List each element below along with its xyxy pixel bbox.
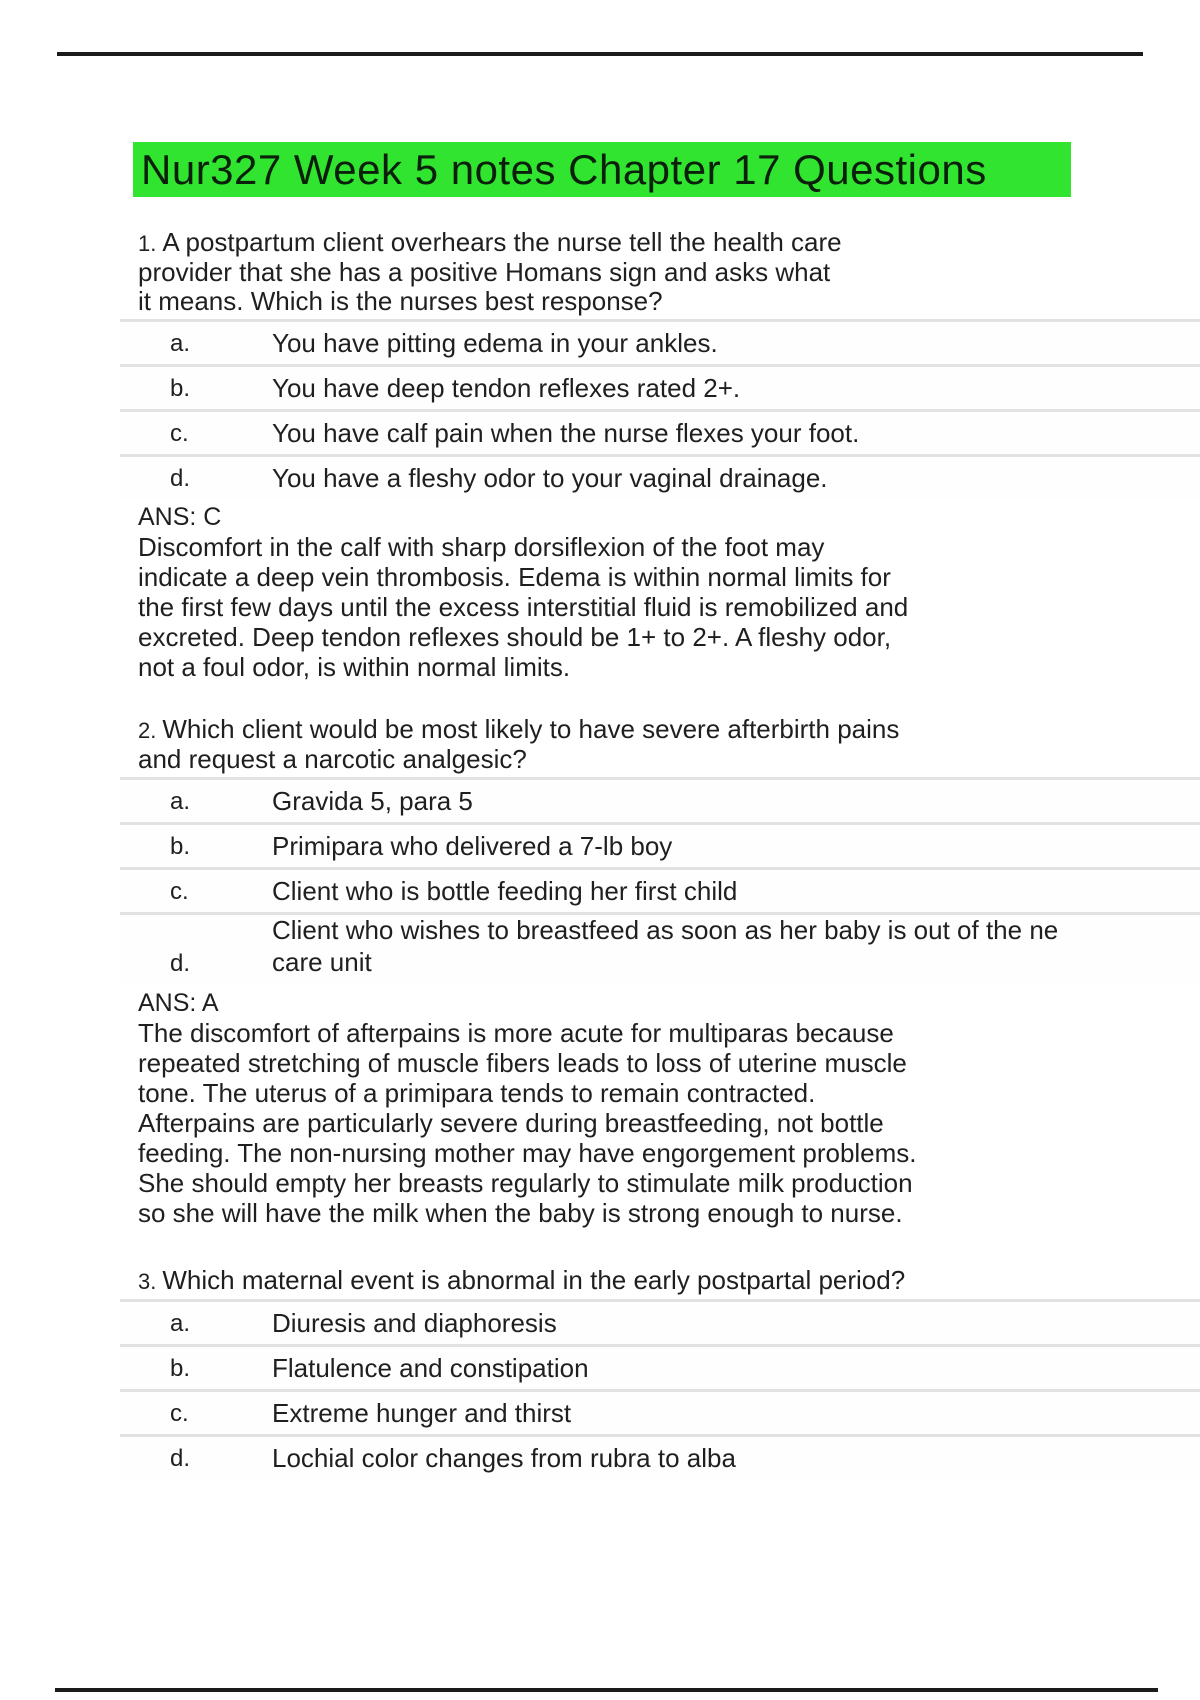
rationale-line: feeding. The non-nursing mother may have engorgement problems. [138, 1138, 917, 1168]
option-letter: b. [170, 832, 191, 860]
question-line: Which maternal event is abnormal in the early postpartal period? [162, 1265, 906, 1295]
question-line: A postpartum client overhears the nurse tell the health care [162, 227, 842, 257]
rationale-line: She should empty her breasts regularly to stimulate milk production [138, 1168, 913, 1198]
rationale-line: excreted. Deep tendon reflexes should be 1+ to 2+. A fleshy odor, [138, 622, 892, 652]
option-letter: b. [170, 374, 191, 402]
question-text [120, 228, 1200, 316]
option-text: Diuresis and diaphoresis [272, 1308, 557, 1338]
rationale-text [120, 532, 1200, 682]
option-text: Lochial color changes from rubra to alba [272, 1443, 736, 1473]
rationale-line: indicate a deep vein thrombosis. Edema is within normal limits for [138, 562, 891, 592]
option-letter: b. [170, 1354, 191, 1382]
option-letter: a. [170, 1309, 191, 1337]
option-row-d [120, 454, 1200, 499]
question-number: 2. [138, 718, 157, 743]
option-text-line: care unit [272, 947, 372, 977]
question-number: 3. [138, 1269, 157, 1294]
option-text: Flatulence and constipation [272, 1353, 589, 1383]
option-letter: c. [170, 1399, 189, 1427]
question-line: Which client would be most likely to have severe afterbirth pains [162, 714, 900, 744]
rationale-text [120, 1018, 1200, 1228]
option-text: You have deep tendon reflexes rated 2+. [272, 373, 741, 403]
option-letter: d. [170, 464, 191, 492]
option-row-a [120, 777, 1200, 822]
rationale-line: not a foul odor, is within normal limits. [138, 652, 571, 682]
option-letter: d. [170, 950, 191, 977]
option-row-d [120, 912, 1200, 985]
option-letter: c. [170, 877, 189, 905]
option-text [272, 914, 1058, 978]
question-text [120, 715, 1200, 774]
rationale-line: tone. The uterus of a primipara tends to remain contracted. [138, 1078, 816, 1108]
option-row-a [120, 1299, 1200, 1344]
option-letter: d. [170, 1444, 191, 1472]
question-2 [120, 715, 1200, 1228]
page-title: Nur327 Week 5 notes Chapter 17 Questions [133, 142, 1071, 197]
rationale-line: The discomfort of afterpains is more acute for multiparas because [138, 1018, 894, 1048]
option-row-b [120, 1344, 1200, 1389]
option-row-c [120, 409, 1200, 454]
option-text: You have pitting edema in your ankles. [272, 328, 718, 358]
option-text: You have calf pain when the nurse flexes your foot. [272, 418, 860, 448]
question-3 [120, 1266, 1200, 1479]
question-text [120, 1266, 1200, 1296]
question-number: 1. [138, 231, 157, 256]
bottom-rule [55, 1688, 1158, 1692]
option-row-b [120, 822, 1200, 867]
question-line: it means. Which is the nurses best response? [138, 286, 663, 316]
option-row-a [120, 319, 1200, 364]
option-letter: a. [170, 787, 191, 815]
option-text: You have a fleshy odor to your vaginal drainage. [272, 463, 828, 493]
option-text: Gravida 5, para 5 [272, 786, 473, 816]
question-1 [120, 228, 1200, 682]
option-row-c [120, 1389, 1200, 1434]
question-line: and request a narcotic analgesic? [138, 744, 527, 774]
answer-label: ANS: A [138, 989, 219, 1017]
option-text: Primipara who delivered a 7-lb boy [272, 831, 673, 861]
option-text: Client who is bottle feeding her first child [272, 876, 738, 906]
option-row-d [120, 1434, 1200, 1479]
option-letter: a. [170, 329, 191, 357]
rationale-line: repeated stretching of muscle fibers leads to loss of uterine muscle [138, 1048, 907, 1078]
options-list [120, 319, 1200, 499]
option-text: Extreme hunger and thirst [272, 1398, 572, 1428]
rationale-line: the first few days until the excess interstitial fluid is remobilized and [138, 592, 909, 622]
option-row-c [120, 867, 1200, 912]
options-list [120, 777, 1200, 985]
question-line: provider that she has a positive Homans sign and asks what [138, 257, 831, 287]
rationale-line: so she will have the milk when the baby is strong enough to nurse. [138, 1198, 903, 1228]
option-row-b [120, 364, 1200, 409]
rationale-line: Discomfort in the calf with sharp dorsiflexion of the foot may [138, 532, 825, 562]
options-list [120, 1299, 1200, 1479]
document-content [120, 0, 1200, 1479]
answer-label: ANS: C [138, 503, 222, 531]
rationale-line: Afterpains are particularly severe during breastfeeding, not bottle [138, 1108, 884, 1138]
option-text-line: Client who wishes to breastfeed as soon as her baby is out of the ne [272, 915, 1059, 945]
option-letter: c. [170, 419, 189, 447]
